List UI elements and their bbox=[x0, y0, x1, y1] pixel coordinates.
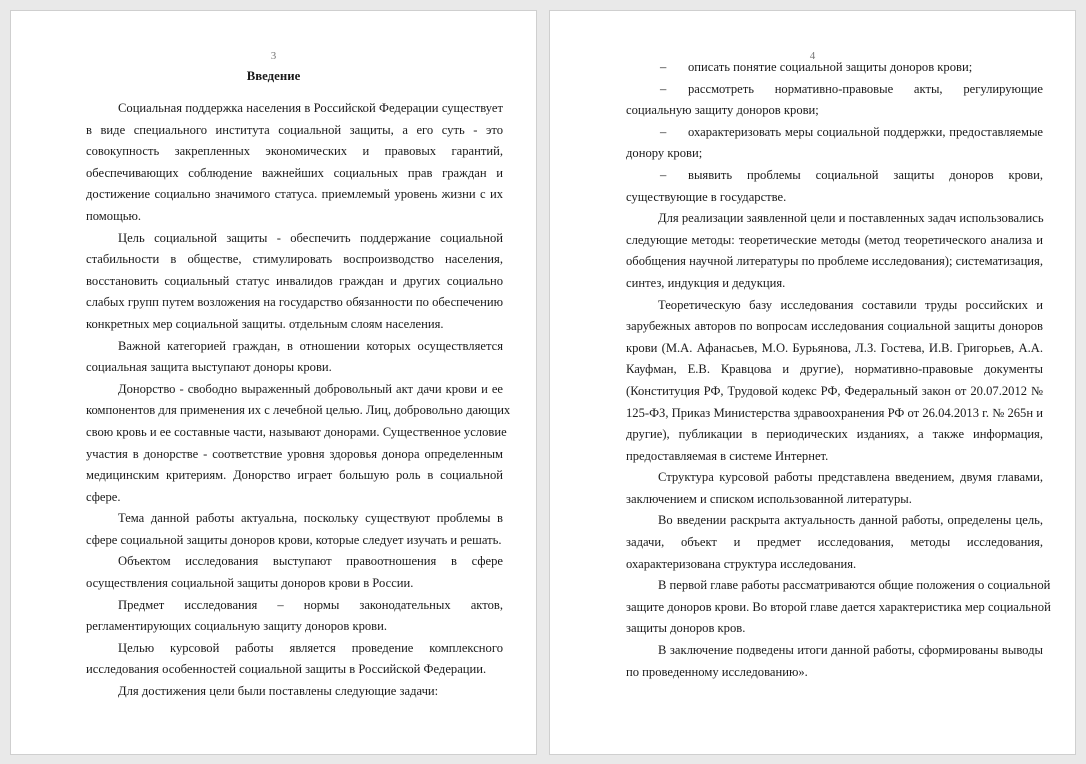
line-text: (Конституция РФ, Трудовой кодекс РФ, Федеральный закон от 20.07.2012 № bbox=[626, 383, 1043, 398]
paragraph bbox=[86, 681, 503, 703]
list-item bbox=[626, 79, 1043, 122]
text-line bbox=[626, 554, 1043, 576]
list-bullet-dash: – bbox=[660, 167, 667, 182]
text-line bbox=[626, 338, 1043, 360]
page-number: 3 bbox=[270, 50, 277, 62]
line-text: другие), публикации в периодических изданиях, а также информация, bbox=[626, 427, 1043, 442]
line-text: социальная защита выступают доноры крови. bbox=[86, 360, 332, 375]
line-text: Для реализации заявленной цели и поставленных задач использовались bbox=[658, 211, 1044, 226]
line-text: В заключение подведены итоги данной работы, сформированы выводы bbox=[658, 643, 1043, 658]
line-text: по проведенному исследованию». bbox=[626, 664, 808, 679]
line-text: следующие методы: теоретические методы (метод теоретического анализа и bbox=[626, 232, 1043, 247]
text-line bbox=[86, 595, 503, 617]
text-line bbox=[86, 465, 503, 487]
list-item bbox=[626, 122, 1043, 165]
text-line bbox=[626, 122, 1043, 144]
line-text: в виде специального института социальной защиты, а его суть - это bbox=[86, 122, 503, 137]
document-page-3 bbox=[10, 10, 537, 755]
line-text: Объектом исследования выступают правоотношения в сфере bbox=[118, 554, 503, 569]
text-line bbox=[626, 79, 1043, 101]
text-line bbox=[86, 98, 503, 120]
line-text: сфере социальной защиты доноров крови, которые следует изучать и решать. bbox=[86, 532, 502, 547]
line-text: осуществления социальной защиты доноров крови в России. bbox=[86, 576, 414, 591]
text-line bbox=[86, 616, 503, 638]
text-line bbox=[626, 359, 1043, 381]
text-line bbox=[626, 662, 1043, 684]
text-line bbox=[626, 597, 1051, 619]
text-line bbox=[86, 249, 503, 271]
line-text: охарактеризована структура исследования. bbox=[626, 556, 857, 571]
line-text: предоставляемая в системе Интернет. bbox=[626, 448, 829, 463]
paragraph bbox=[626, 575, 1051, 640]
text-line bbox=[626, 489, 1043, 511]
line-text: Важной категорией граждан, в отношении которых осуществляется bbox=[118, 338, 503, 353]
line-text: социальную защиту доноров крови; bbox=[626, 103, 819, 118]
text-line bbox=[86, 357, 503, 379]
line-text: 125-ФЗ, Приказ Министерства здравоохранения РФ от 26.04.2013 г. № 265н и bbox=[626, 405, 1043, 420]
text-line bbox=[86, 271, 503, 293]
line-text: восстановить социальный статус инвалидов граждан и других социально bbox=[86, 273, 503, 288]
text-line bbox=[626, 251, 1043, 273]
text-line bbox=[86, 573, 503, 595]
paragraph bbox=[86, 228, 503, 336]
text-line bbox=[86, 551, 503, 573]
text-line bbox=[626, 510, 1043, 532]
line-text: обобщения научной литературы по проблеме исследования); систематизация, bbox=[626, 254, 1043, 269]
line-text: Цель социальной защиты - обеспечить поддержание социальной bbox=[118, 230, 503, 245]
text-line bbox=[86, 659, 503, 681]
text-line bbox=[626, 532, 1043, 554]
line-text: выявить проблемы социальной защиты доноров крови, bbox=[688, 167, 1043, 182]
list-item bbox=[626, 57, 1043, 79]
list-item bbox=[626, 165, 1043, 208]
text-line bbox=[626, 640, 1043, 662]
line-text: Кауфман, Е.В. Кравцова и другие), нормативно-правовые документы bbox=[626, 362, 1043, 377]
paragraph bbox=[626, 467, 1043, 510]
text-line bbox=[86, 681, 503, 703]
text-line bbox=[86, 206, 503, 228]
line-text: регламентирующих социальную защиту доноров крови. bbox=[86, 619, 387, 634]
text-line bbox=[86, 530, 503, 552]
text-line bbox=[626, 165, 1043, 187]
text-line bbox=[86, 184, 503, 206]
text-line bbox=[626, 575, 1051, 597]
line-text: свою кровь и ее составные части, называют донорами. Существенное условие bbox=[86, 424, 507, 439]
page-number: 4 bbox=[809, 50, 816, 62]
line-text: зарубежных авторов по вопросам исследования социальной защиты доноров bbox=[626, 319, 1043, 334]
paragraph bbox=[86, 638, 503, 681]
line-text: Донорство - свободно выраженный добровольный акт дачи крови и ее bbox=[118, 381, 503, 396]
page-body[interactable] bbox=[86, 98, 511, 703]
text-line bbox=[626, 295, 1043, 317]
paragraph bbox=[626, 208, 1043, 294]
text-line bbox=[626, 618, 1043, 640]
line-text: описать понятие социальной защиты доноров крови; bbox=[688, 60, 973, 74]
text-line bbox=[86, 141, 503, 163]
line-text: обеспечивающих соблюдение важнейших социальных прав граждан и bbox=[86, 165, 503, 180]
line-text: охарактеризовать меры социальной поддержки, предоставляемые bbox=[688, 124, 1043, 139]
line-text: Для достижения цели были поставлены следующие задачи: bbox=[118, 684, 439, 699]
text-line bbox=[86, 400, 511, 422]
list-bullet-dash: – bbox=[660, 81, 667, 96]
paragraph bbox=[86, 551, 503, 594]
document-page-4 bbox=[549, 10, 1076, 755]
text-line bbox=[626, 230, 1043, 252]
text-line bbox=[626, 424, 1043, 446]
section-heading: Введение bbox=[246, 69, 301, 83]
list-bullet-dash: – bbox=[660, 60, 667, 74]
line-text: донору крови; bbox=[626, 146, 703, 161]
paragraph bbox=[626, 510, 1043, 575]
text-line bbox=[626, 208, 1043, 230]
line-text: синтез, индукция и дедукция. bbox=[626, 275, 786, 290]
line-text: стабильности в обществе, стимулировать воспроизводство населения, bbox=[86, 252, 503, 267]
text-line bbox=[86, 487, 503, 509]
line-text: Во введении раскрыта актуальность данной работы, определены цель, bbox=[658, 513, 1043, 528]
text-line bbox=[626, 316, 1043, 338]
text-line bbox=[86, 336, 503, 358]
line-text: Теоретическую базу исследования составили труды российских и bbox=[658, 297, 1043, 312]
line-text: слабых групп путем возложения на государство обязанности по обеспечению bbox=[86, 295, 503, 310]
paragraph bbox=[86, 98, 503, 228]
line-text: Структура курсовой работы представлена введением, двумя главами, bbox=[658, 470, 1043, 485]
line-text: задачи, объект и предмет исследования, методы исследования, bbox=[626, 535, 1043, 550]
text-line bbox=[626, 143, 1043, 165]
paragraph bbox=[86, 595, 503, 638]
paragraph bbox=[86, 336, 503, 379]
line-text: Целью курсовой работы является проведение комплексного bbox=[118, 640, 503, 655]
text-line bbox=[626, 273, 1043, 295]
line-text: исследования особенностей социальной защиты в Российской Федерации. bbox=[86, 662, 487, 677]
paragraph bbox=[626, 295, 1043, 468]
line-text: Социальная поддержка населения в Российской Федерации существует bbox=[118, 101, 503, 115]
line-text: достижение социально значимого статуса. приемлемый уровень жизни с их bbox=[86, 187, 503, 202]
line-text: защите доноров крови. Во второй главе дается характеристика мер социальной bbox=[626, 599, 1051, 614]
line-text: существующие в государстве. bbox=[626, 189, 787, 204]
text-line bbox=[86, 292, 503, 314]
line-text: сфере. bbox=[86, 489, 121, 504]
paragraph bbox=[626, 640, 1043, 683]
line-text: участия в донорстве - соответствие уровня здоровья донора определенным bbox=[86, 446, 503, 461]
text-line bbox=[86, 120, 503, 142]
line-text: Предмет исследования – нормы законодательных актов, bbox=[118, 597, 503, 612]
line-text: Тема данной работы актуальна, поскольку существуют проблемы в bbox=[118, 511, 503, 526]
text-line bbox=[626, 100, 1043, 122]
paragraph bbox=[86, 379, 511, 509]
text-line bbox=[86, 163, 503, 185]
line-text: помощью. bbox=[86, 208, 142, 223]
text-line bbox=[86, 228, 503, 250]
text-line bbox=[626, 381, 1043, 403]
line-text: рассмотреть нормативно-правовые акты, регулирующие bbox=[688, 81, 1043, 96]
text-line bbox=[626, 57, 1043, 79]
line-text: В первой главе работы рассматриваются общие положения о социальной bbox=[658, 578, 1051, 593]
text-line bbox=[626, 467, 1043, 489]
line-text: компонентов для применения их с лечебной целью. Лиц, добровольно дающих bbox=[86, 403, 511, 418]
text-line bbox=[626, 403, 1043, 425]
text-line bbox=[626, 187, 1043, 209]
text-line bbox=[626, 446, 1043, 468]
line-text: крови (М.А. Афанасьев, М.О. Бурьянова, Л.З. Гостева, И.В. Григорьев, А.А. bbox=[626, 340, 1043, 355]
text-line bbox=[86, 379, 503, 401]
line-text: заключением и списком использованной литературы. bbox=[626, 491, 912, 506]
text-line bbox=[86, 422, 507, 444]
line-text: защиты доноров кров. bbox=[626, 621, 746, 636]
text-line bbox=[86, 444, 503, 466]
paragraph bbox=[86, 508, 503, 551]
page-body[interactable] bbox=[626, 57, 1051, 683]
text-line bbox=[86, 508, 503, 530]
text-line bbox=[86, 314, 503, 336]
line-text: совокупность закрепленных экономических и правовых гарантий, bbox=[86, 144, 503, 159]
text-line bbox=[86, 638, 503, 660]
line-text: медицинским критериям. Донорство играет большую роль в социальной bbox=[86, 468, 503, 483]
list-bullet-dash: – bbox=[660, 124, 667, 139]
line-text: конкретных мер социальной защиты. отдельным слоям населения. bbox=[86, 316, 444, 331]
